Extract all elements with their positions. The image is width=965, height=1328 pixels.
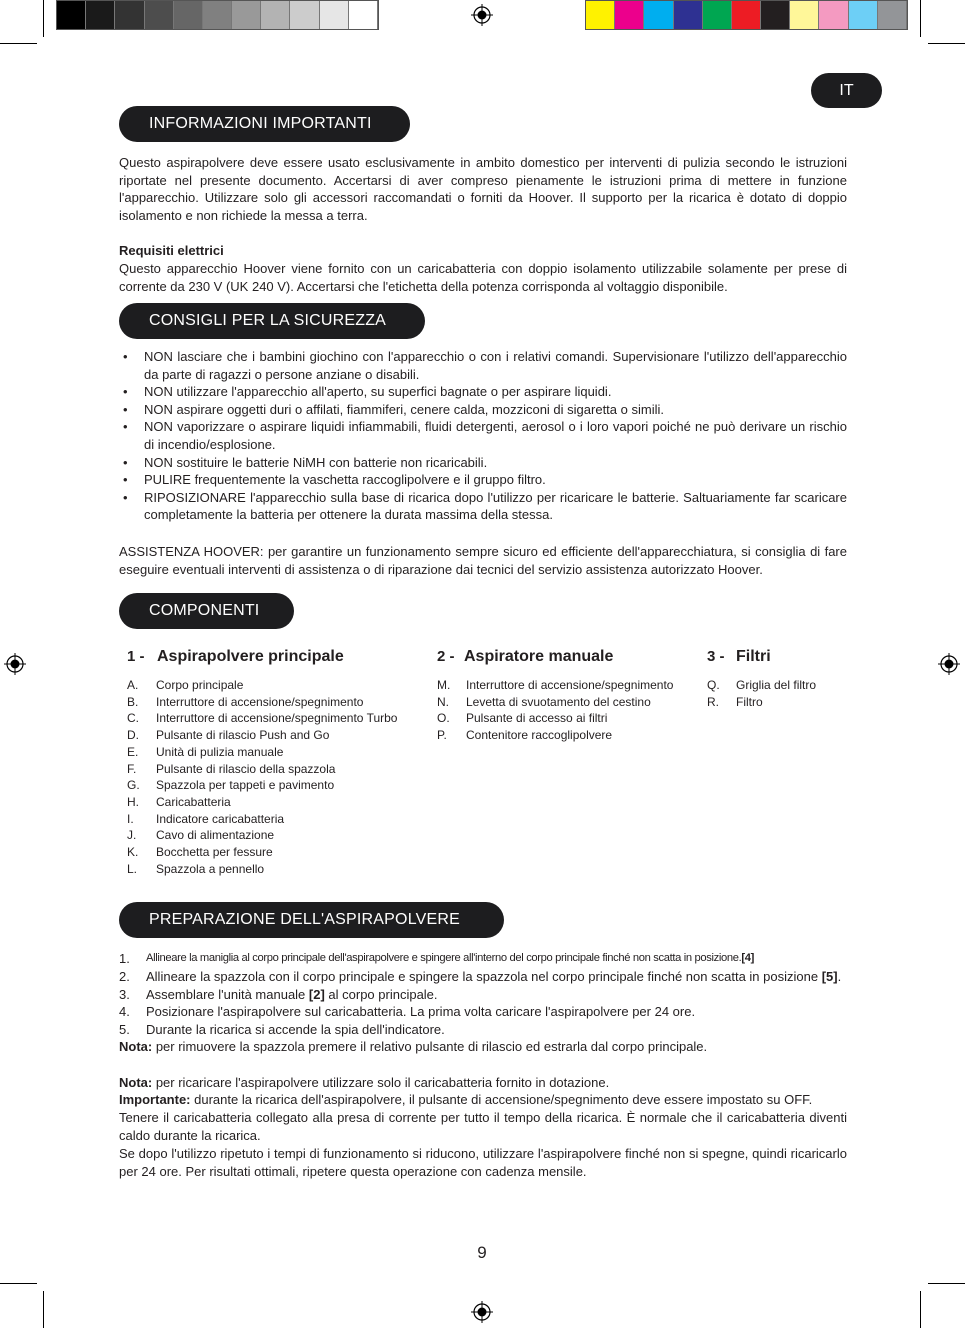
color-swatch: [878, 1, 907, 29]
component-group-number: 3 -: [707, 648, 725, 665]
color-swatch: [86, 1, 115, 29]
important-text: durante la ricarica dell'aspirapolvere, il pulsante di accensione/spegnimento deve essere impostato su OFF.: [190, 1092, 813, 1107]
step-number: 1.: [119, 951, 130, 966]
component-group-number: 1 -: [127, 648, 145, 665]
page-number: 9: [477, 1243, 487, 1262]
color-swatch: [145, 1, 174, 29]
list-item: [437, 727, 673, 744]
electrical-heading: Requisiti elettrici: [119, 243, 224, 258]
item-letter: E.: [127, 744, 139, 759]
item-label: Griglia del filtro: [736, 678, 817, 692]
list-item: [127, 811, 397, 828]
component-group-title: [437, 648, 613, 666]
list-item: [127, 844, 397, 861]
crop-mark: [928, 43, 965, 44]
item-letter: L.: [127, 861, 138, 876]
item-label: Interruttore di accensione/spegnimento: [156, 694, 364, 709]
prep-step: [119, 986, 847, 1004]
safety-item: • NON vaporizzare o aspirare liquidi infiammabili, fluidi detergenti, aerosol o i loro vapori poiché ne può derivare un rischio di incendio/esplosione.: [119, 418, 847, 453]
step-text-after: al corpo principale.: [324, 986, 438, 1002]
list-item: [707, 694, 816, 711]
section-heading-safety: CONSIGLI PER LA SICUREZZA: [119, 303, 425, 339]
list-item: [437, 677, 673, 694]
list-item: [707, 677, 816, 694]
crop-mark: [920, 0, 921, 37]
item-letter: A.: [127, 678, 139, 692]
note-text: per rimuovere la spazzola premere il relativo pulsante di rilascio ed estrarla dal corpo principale.: [152, 1039, 708, 1054]
color-swatch: [261, 1, 290, 29]
component-group-label: Aspiratore manuale: [464, 648, 614, 665]
color-swatch: [849, 1, 878, 29]
color-swatch: [115, 1, 144, 29]
prep-step: [119, 1021, 847, 1039]
section-heading-info: INFORMAZIONI IMPORTANTI: [119, 106, 410, 142]
safety-item: • NON lasciare che i bambini giochino con l'apparecchio o con i relativi comandi. Supervisionare l'utilizzo dell'apparecchio da parte di ragazzi o persone anziane o disabili.: [119, 348, 847, 383]
component-group-label: Filtri: [736, 648, 771, 665]
item-letter: Q.: [707, 678, 720, 692]
safety-item: • PULIRE frequentemente la vaschetta raccoglipolvere e il gruppo filtro.: [119, 471, 847, 489]
registration-mark-icon: [938, 653, 960, 675]
color-swatch: [232, 1, 261, 29]
crop-mark: [928, 1283, 965, 1284]
registration-mark-icon: [471, 1301, 493, 1323]
component-group-title: [707, 648, 771, 666]
list-item: [127, 677, 397, 694]
color-swatch: [761, 1, 790, 29]
prep-step: [119, 968, 847, 986]
item-letter: H.: [127, 794, 139, 809]
note-label: Nota:: [119, 1039, 153, 1054]
color-swatch: [586, 1, 615, 29]
item-letter: P.: [437, 728, 447, 743]
item-label: Spazzola a pennello: [156, 861, 265, 876]
item-letter: I.: [127, 811, 134, 826]
list-item: [127, 744, 397, 761]
important-label: Importante:: [119, 1092, 191, 1107]
note-label: Nota:: [119, 1075, 153, 1090]
important-note: [119, 1091, 847, 1109]
item-label: Pulsante di accesso ai filtri: [466, 711, 608, 726]
registration-mark-icon: [4, 653, 26, 675]
charger-text: Tenere il caricabatteria collegato alla presa di corrente per tutto il tempo della ricarica. È normale che il caricabatteria diventi caldo durante la ricarica.: [119, 1110, 847, 1143]
crop-mark: [43, 0, 44, 37]
safety-item: • NON utilizzare l'apparecchio all'aperto, su superfici bagnate o per aspirare liquidi.: [119, 383, 847, 401]
safety-item: • NON sostituire le batterie NiMH con batterie non ricaricabili.: [119, 454, 847, 472]
item-letter: K.: [127, 845, 139, 860]
list-item: [127, 861, 397, 878]
item-letter: R.: [707, 694, 719, 709]
gray-swatch-strip: [56, 0, 379, 30]
section-heading-components: COMPONENTI: [119, 593, 294, 629]
item-label: Cavo di alimentazione: [156, 828, 275, 843]
note-charger-only: [119, 1074, 847, 1092]
repeat-text: Se dopo l'utilizzo ripetuto i tempi di funzionamento si riducono, utilizzare l'aspirapolvere finché non si spegne, quindi ricaricarlo per 24 ore. Per risultati ottimali, ripetere questa operazione con cadenza mensile.: [119, 1146, 847, 1179]
item-letter: D.: [127, 728, 139, 743]
crop-mark: [0, 43, 37, 44]
safety-item: • NON aspirare oggetti duri o affilati, fiammiferi, cenere calda, mozziconi di sigaretta o simili.: [119, 401, 847, 419]
item-label: Interruttore di accensione/spegnimento: [466, 678, 674, 692]
item-letter: C.: [127, 711, 139, 726]
color-swatch: [790, 1, 819, 29]
step-text: Posizionare l'aspirapolvere sul caricabatteria. La prima volta caricare l'aspirapolvere per 24 ore.: [146, 1004, 696, 1020]
item-letter: O.: [437, 711, 450, 726]
safety-item: • RIPOSIZIONARE l'apparecchio sulla base di ricarica dopo l'utilizzo per ricaricare le batterie. Saltuariamente far scaricare completamente la batteria per ottenere la durata massima della stessa.: [119, 489, 847, 524]
color-swatch: [732, 1, 761, 29]
item-letter: M.: [437, 678, 451, 692]
color-swatch: [203, 1, 232, 29]
color-swatch: [674, 1, 703, 29]
component-list-main: [127, 677, 397, 877]
step-text: Allineare la maniglia al corpo principale dell'aspirapolvere e spingere all'interno del corpo principale finché non scatta in posizione.: [146, 952, 742, 964]
component-group-label: Aspirapolvere principale: [157, 648, 344, 665]
step-text: Allineare la spazzola con il corpo principale e spingere la spazzola nel corpo principale finché non scatta in posizione: [146, 968, 822, 984]
item-letter: N.: [437, 694, 449, 709]
prep-step: [119, 1003, 847, 1021]
item-label: Spazzola per tappeti e pavimento: [156, 778, 335, 793]
note-text: per ricaricare l'aspirapolvere utilizzare solo il caricabatteria fornito in dotazione.: [152, 1075, 610, 1090]
registration-mark-icon: [471, 4, 493, 26]
list-item: [127, 710, 397, 727]
color-swatch: [819, 1, 848, 29]
item-label: Corpo principale: [156, 678, 244, 692]
list-item: [437, 710, 673, 727]
step-number: 5.: [119, 1022, 130, 1038]
color-swatch: [349, 1, 378, 29]
item-letter: F.: [127, 761, 137, 776]
section-heading-prep: PREPARAZIONE DELL'ASPIRAPOLVERE: [119, 902, 504, 938]
item-label: Contenitore raccoglipolvere: [466, 728, 613, 743]
color-swatch: [290, 1, 319, 29]
component-list-filters: [707, 677, 816, 710]
list-item: [127, 694, 397, 711]
step-ref: [2]: [308, 986, 325, 1002]
item-label: Pulsante di rilascio della spazzola: [156, 761, 336, 776]
color-swatch: [320, 1, 349, 29]
step-text: Assemblare l'unità manuale: [146, 986, 309, 1002]
step-number: 4.: [119, 1004, 130, 1020]
item-label: Filtro: [736, 694, 763, 709]
step-ref: [4]: [741, 952, 754, 964]
item-letter: J.: [127, 828, 137, 843]
step-text: Durante la ricarica si accende la spia dell'indicatore.: [146, 1022, 445, 1038]
component-group-number: 2 -: [437, 648, 455, 665]
list-item: [127, 761, 397, 778]
list-item: [437, 694, 673, 711]
component-list-handheld: [437, 677, 673, 744]
step-number: 3.: [119, 986, 130, 1002]
prep-steps: [119, 950, 847, 1039]
color-swatch-strip: [585, 0, 908, 30]
color-swatch: [703, 1, 732, 29]
step-text-after: .: [837, 968, 842, 984]
assistance-text: ASSISTENZA HOOVER: per garantire un funzionamento sempre sicuro ed efficiente dell'apparecchiatura, si consiglia di fare eseguire eventuali interventi di assistenza o di riparazione dai tecnici del servizio assistenza autorizzato Hoover.: [119, 544, 847, 577]
note-brush-removal: [119, 1038, 847, 1056]
list-item: [127, 727, 397, 744]
item-label: Caricabatteria: [156, 794, 231, 809]
color-swatch: [615, 1, 644, 29]
step-number: 2.: [119, 968, 130, 984]
step-ref: [5]: [821, 968, 838, 984]
color-swatch: [644, 1, 673, 29]
item-label: Interruttore di accensione/spegnimento Turbo: [156, 711, 398, 726]
electrical-text: Questo apparecchio Hoover viene fornito con un caricabatteria con doppio isolamento utilizzabile solamente per prese di corrente da 230 V (UK 240 V). Accertarsi che l'etichetta della potenza corrisponda al voltaggio disponibile.: [119, 261, 847, 294]
prep-step: [119, 950, 847, 968]
item-label: Pulsante di rilascio Push and Go: [156, 728, 330, 743]
component-group-title: [127, 648, 344, 666]
item-label: Bocchetta per fessure: [156, 845, 273, 860]
color-swatch: [57, 1, 86, 29]
item-label: Levetta di svuotamento del cestino: [466, 694, 651, 709]
list-item: [127, 777, 397, 794]
crop-mark: [0, 1283, 37, 1284]
item-label: Unità di pulizia manuale: [156, 744, 284, 759]
safety-list: [119, 348, 847, 524]
item-label: Indicatore caricabatteria: [156, 811, 285, 826]
list-item: [127, 827, 397, 844]
language-badge: IT: [811, 73, 882, 108]
crop-mark: [43, 1291, 44, 1328]
item-letter: G.: [127, 778, 140, 793]
item-letter: B.: [127, 694, 139, 709]
list-item: [127, 794, 397, 811]
info-intro: Questo aspirapolvere deve essere usato esclusivamente in ambito domestico per interventi di pulizia secondo le istruzioni riportate nel presente documento. Accertarsi di aver compreso pienamente le istruzioni prima di mettere in funzione l'apparecchio. Utilizzare solo gli accessori raccomandati o forniti da Hoover. Il supporto per la ricarica è dotato di doppio isolamento e non richiede la messa a terra.: [119, 155, 847, 223]
color-swatch: [174, 1, 203, 29]
crop-mark: [920, 1291, 921, 1328]
